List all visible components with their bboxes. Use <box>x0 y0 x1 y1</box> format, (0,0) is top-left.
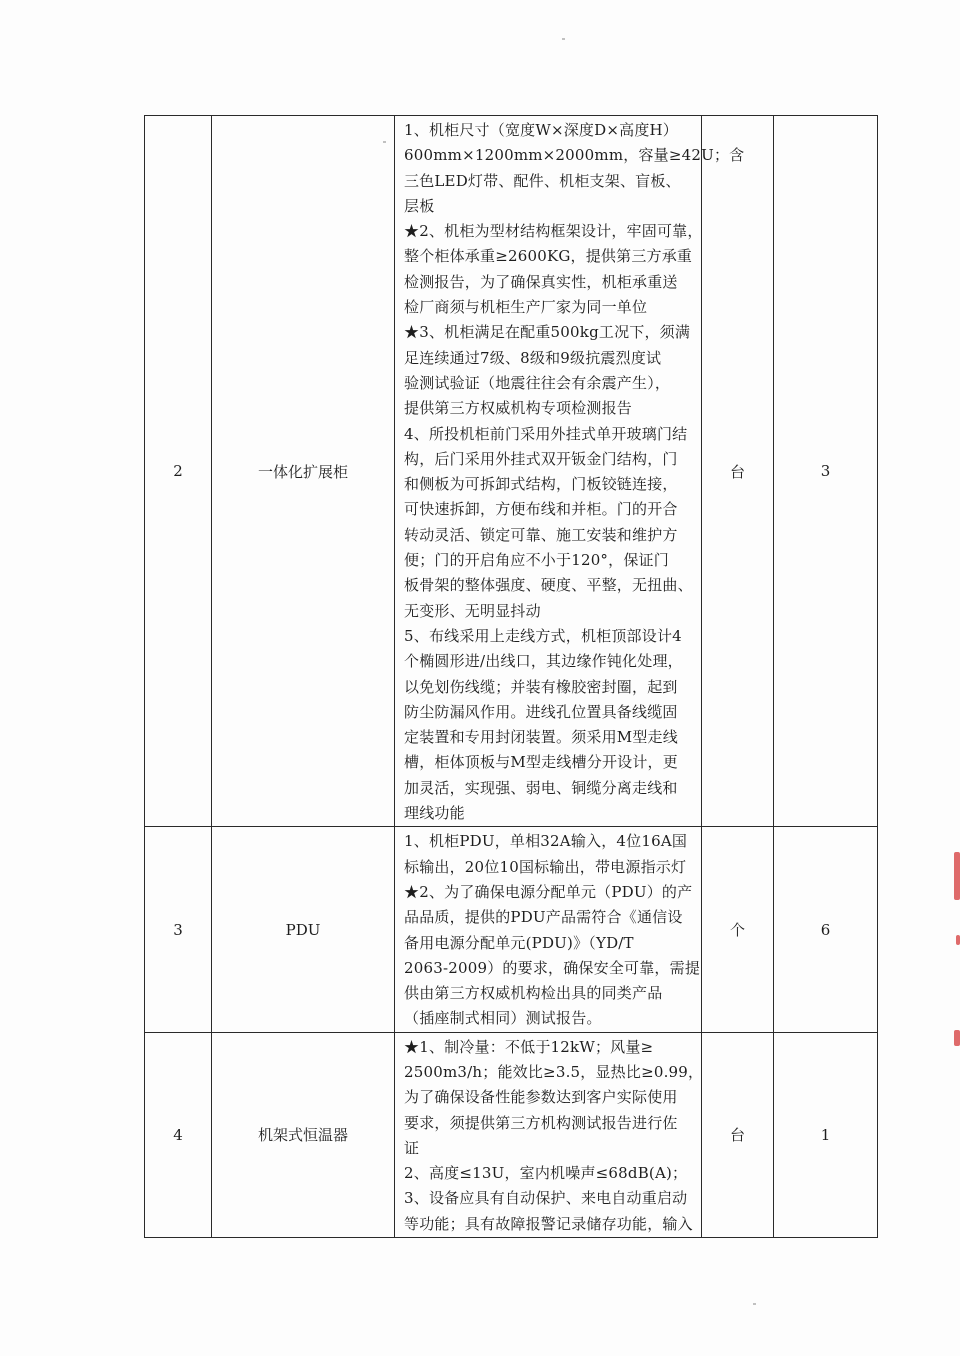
requirement-line: 要求，须提供第三方机构测试报告进行佐 <box>404 1113 678 1132</box>
item-quantity: 3 <box>774 116 878 827</box>
requirement-line: 证 <box>404 1138 420 1157</box>
table-row <box>145 1032 878 1237</box>
item-unit: 台 <box>702 116 774 827</box>
spec-table <box>144 115 878 1238</box>
requirement-line: 供由第三方权威机构检出具的同类产品 <box>404 984 663 1003</box>
requirement-line: 和侧板为可拆卸式结构，门板铰链连接， <box>404 475 678 494</box>
item-quantity: 1 <box>774 1032 878 1237</box>
requirement-line: 5、布线采用上走线方式，机柜顶部设计4 <box>404 626 682 645</box>
requirement-line: 为了确保设备性能参数达到客户实际使用 <box>404 1088 678 1107</box>
requirement-line: 层板 <box>404 196 435 215</box>
requirement-line: 2、高度≤13U，室内机噪声≤68dB(A)； <box>404 1164 688 1183</box>
requirement-line: 可快速拆卸，方便布线和并柜。门的开合 <box>404 500 678 519</box>
requirement-line: 足连续通过7级、8级和9级抗震烈度试 <box>404 348 662 367</box>
scan-speck <box>753 1303 756 1305</box>
requirement-line: 品品质，提供的PDU产品需符合《通信设 <box>404 908 683 927</box>
item-unit: 个 <box>702 827 774 1032</box>
requirement-line: ★1、制冷量：不低于12kW；风量≥ <box>404 1037 654 1056</box>
item-name: PDU <box>212 827 395 1032</box>
requirement-line: 2063-2009）的要求，确保安全可靠，需提 <box>404 958 701 977</box>
requirement-line: 定装置和专用封闭装置。须采用M型走线 <box>404 728 678 747</box>
requirement-line: 3、设备应具有自动保护、来电自动重启动 <box>404 1189 688 1208</box>
requirement-line: 1、机柜尺寸（宽度W×深度D×高度H） <box>404 121 679 139</box>
requirement-line: ★3、机柜满足在配重500kg工况下，须满 <box>404 323 691 342</box>
requirement-line: 板骨架的整体强度、硬度、平整，无扭曲、 <box>404 576 693 595</box>
table-row <box>145 827 878 1032</box>
item-number: 3 <box>145 827 212 1032</box>
item-name: 机架式恒温器 <box>212 1032 395 1237</box>
requirement-line: 验测试验证（地震往往会有余震产生）， <box>404 373 671 392</box>
item-number: 4 <box>145 1032 212 1237</box>
seal-stamp-mark <box>954 852 960 900</box>
requirement-line: 理线功能 <box>404 804 465 823</box>
requirement-line: （插座制式相同）测试报告。 <box>404 1009 602 1028</box>
table-row <box>145 116 878 827</box>
requirement-line: 无变形、无明显抖动 <box>404 601 541 620</box>
requirement-line: 检测报告，为了确保真实性，机柜承重送 <box>404 272 678 291</box>
requirement-line: 检厂商须与机柜生产厂家为同一单位 <box>404 298 648 317</box>
requirement-line: 备用电源分配单元(PDU)》（YD/T <box>404 933 634 952</box>
requirement-line: 防尘防漏风作用。进线孔位置具备线缆固 <box>404 702 678 721</box>
requirement-line: ★2、机柜为型材结构框架设计，牢固可靠， <box>404 222 703 241</box>
requirement-line: 等功能；具有故障报警记录储存功能，输入 <box>404 1214 693 1233</box>
requirement-line: 600mm×1200mm×2000mm，容量≥42U；含 <box>404 146 745 165</box>
requirement-line: 三色LED灯带、配件、机柜支架、盲板、 <box>404 171 681 190</box>
requirement-line: 提供第三方权威机构专项检测报告 <box>404 399 633 418</box>
requirement-line: 转动灵活、锁定可靠、施工安装和维护方 <box>404 525 678 544</box>
item-name: 一体化扩展柜 <box>212 116 395 827</box>
requirement-line: 便；门的开启角应不小于120°，保证门 <box>404 551 669 570</box>
requirement-line: 加灵活，实现强、弱电、铜缆分离走线和 <box>404 778 678 797</box>
requirement-line: 1、机柜PDU，单相32A输入，4位16A国 <box>404 832 688 851</box>
seal-stamp-mark <box>956 935 960 945</box>
requirement-line: 构，后门采用外挂式双开钣金门结构，门 <box>404 449 678 468</box>
requirement-line: 个椭圆形进/出线口，其边缘作钝化处理， <box>404 652 683 671</box>
seal-stamp-mark <box>954 1030 960 1046</box>
item-requirements <box>395 116 745 827</box>
scan-speck <box>562 38 565 40</box>
item-requirements <box>395 1032 702 1237</box>
requirement-line: 槽，柜体顶板与M型走线槽分开设计，更 <box>404 753 678 772</box>
requirement-line: 以免划伤线缆；并装有橡胶密封圈，起到 <box>404 677 678 696</box>
item-number: 2 <box>145 116 212 827</box>
item-requirements <box>395 827 702 1032</box>
requirement-line: 4、所投机柜前门采用外挂式单开玻璃门结 <box>404 424 688 443</box>
item-unit: 台 <box>702 1032 774 1237</box>
requirement-line: 2500m3/h；能效比≥3.5，显热比≥0.99， <box>404 1062 704 1081</box>
requirement-line: 标输出，20位10国标输出，带电源指示灯 <box>404 857 687 876</box>
scan-speck <box>383 141 386 143</box>
requirement-line: ★2、为了确保电源分配单元（PDU）的产 <box>404 882 693 901</box>
requirement-line: 整个柜体承重≥2600KG，提供第三方承重 <box>404 247 693 266</box>
item-quantity: 6 <box>774 827 878 1032</box>
